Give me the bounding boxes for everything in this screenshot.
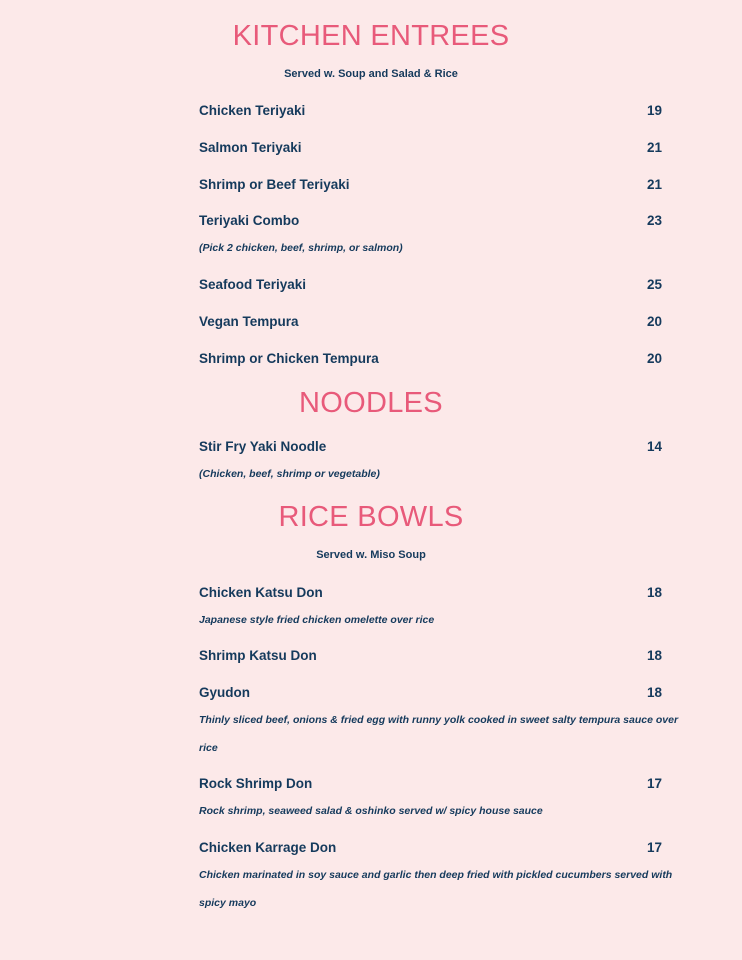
section-title-noodles: NOODLES xyxy=(299,387,443,419)
section-subtitle-rice: Served w. Miso Soup xyxy=(316,549,426,561)
menu-item-description: (Pick 2 chicken, beef, shrimp, or salmon) xyxy=(199,242,403,254)
menu-item-name: Shrimp or Chicken Tempura xyxy=(199,351,379,366)
menu-item-name: Gyudon xyxy=(199,685,250,700)
menu-item-name: Rock Shrimp Don xyxy=(199,776,313,791)
menu-item-name: Shrimp Katsu Don xyxy=(199,648,317,663)
menu-item-name: Vegan Tempura xyxy=(199,314,299,329)
menu-item-description: Japanese style fried chicken omelette over rice xyxy=(199,614,435,626)
menu-item-name: Chicken Katsu Don xyxy=(199,585,323,600)
section-title-kitchen-entrees: KITCHEN ENTREES xyxy=(232,20,510,52)
menu-item-price: 21 xyxy=(647,177,663,192)
menu-item-price: 17 xyxy=(647,776,663,791)
menu-item-name: Chicken Karrage Don xyxy=(199,840,337,855)
menu-item-description: (Chicken, beef, shrimp or vegetable) xyxy=(199,468,380,480)
menu-item-price: 14 xyxy=(647,439,663,454)
menu-item-price: 18 xyxy=(647,585,663,600)
menu-item-description: Rock shrimp, seaweed salad & oshinko served w/ spicy house sauce xyxy=(199,805,543,817)
menu-item-price: 25 xyxy=(647,277,663,292)
section-title-rice-bowls: RICE BOWLS xyxy=(278,501,464,533)
menu-item-price: 17 xyxy=(647,840,663,855)
menu-item-price: 20 xyxy=(647,314,663,329)
menu-item-name: Stir Fry Yaki Noodle xyxy=(199,439,327,454)
menu-item-price: 20 xyxy=(647,351,663,366)
menu-item-description: Thinly sliced beef, onions & fried egg with runny yolk cooked in sweet salty tempura sauce over rice xyxy=(199,714,679,754)
menu-item-name: Salmon Teriyaki xyxy=(199,140,302,155)
menu-item-price: 19 xyxy=(647,103,663,118)
menu-item-name: Seafood Teriyaki xyxy=(199,277,307,292)
menu-item-name: Teriyaki Combo xyxy=(199,213,300,228)
menu-item-description: Chicken marinated in soy sauce and garlic then deep fried with pickled cucumbers served with spicy mayo xyxy=(199,869,673,909)
menu-item-price: 18 xyxy=(647,685,663,700)
menu-item-price: 23 xyxy=(647,213,663,228)
section-subtitle-kitchen: Served w. Soup and Salad & Rice xyxy=(284,68,458,80)
menu-item-price: 18 xyxy=(647,648,663,663)
menu-item-price: 21 xyxy=(647,140,663,155)
menu-item-name: Shrimp or Beef Teriyaki xyxy=(199,177,350,192)
menu-item-name: Chicken Teriyaki xyxy=(199,103,306,118)
